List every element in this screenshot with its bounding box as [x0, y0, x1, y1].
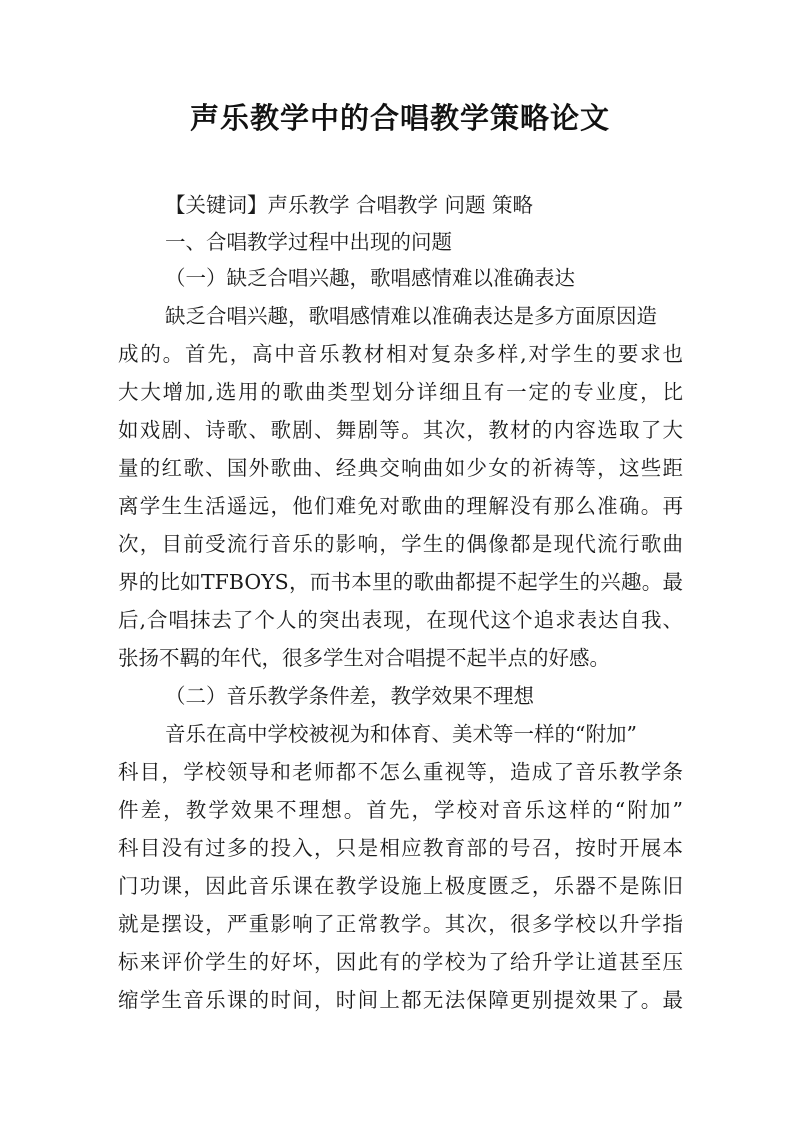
paragraph-line: 大大增加,选用的歌曲类型划分详细且有一定的专业度，比	[118, 380, 683, 404]
paragraph-line: 件差，教学效果不理想。首先，学校对音乐这样的“附加”	[118, 798, 683, 822]
paragraph-line: 科目没有过多的投入，只是相应教育部的号召，按时开展本	[118, 836, 683, 860]
paragraph-line: 缺乏合唱兴趣，歌唱感情难以准确表达是多方面原因造	[165, 304, 657, 328]
subheading: （一）缺乏合唱兴趣，歌唱感情难以准确表达	[165, 266, 575, 290]
paragraph-line: 音乐在高中学校被视为和体育、美术等一样的“附加”	[165, 722, 637, 746]
paragraph-line: 科目，学校领导和老师都不怎么重视等，造成了音乐教学条	[118, 760, 683, 784]
paragraph-line: 次，目前受流行音乐的影响，学生的偶像都是现代流行歌曲	[118, 532, 683, 556]
paragraph-line: 量的红歌、国外歌曲、经典交响曲如少女的祈祷等，这些距	[118, 456, 683, 480]
subheading: （二）音乐教学条件差，教学效果不理想	[165, 684, 534, 708]
paragraph-line: 如戏剧、诗歌、歌剧、舞剧等。其次，教材的内容选取了大	[118, 418, 683, 442]
keywords-line: 【关键词】声乐教学 合唱教学 问题 策略	[165, 193, 534, 217]
paragraph-line: 成的。首先，高中音乐教材相对复杂多样,对学生的要求也	[118, 342, 683, 366]
paragraph-line: 门功课，因此音乐课在教学设施上极度匮乏，乐器不是陈旧	[118, 874, 683, 898]
paragraph-line: 缩学生音乐课的时间，时间上都无法保障更别提效果了。最	[118, 988, 683, 1012]
paragraph-line: 后,合唱抹去了个人的突出表现，在现代这个追求表达自我、	[118, 608, 683, 632]
document-title: 声乐教学中的合唱教学策略论文	[189, 101, 610, 135]
section-heading: 一、合唱教学过程中出现的问题	[165, 230, 452, 254]
paragraph-line: 离学生生活遥远，他们难免对歌曲的理解没有那么准确。再	[118, 494, 683, 518]
paragraph-line: 张扬不羁的年代，很多学生对合唱提不起半点的好感。	[118, 646, 610, 670]
paragraph-line: 就是摆设，严重影响了正常教学。其次，很多学校以升学指	[118, 912, 683, 936]
paragraph-line: 标来评价学生的好坏，因此有的学校为了给升学让道甚至压	[118, 950, 683, 974]
paragraph-line: 界的比如TFBOYS，而书本里的歌曲都提不起学生的兴趣。最	[118, 570, 683, 594]
